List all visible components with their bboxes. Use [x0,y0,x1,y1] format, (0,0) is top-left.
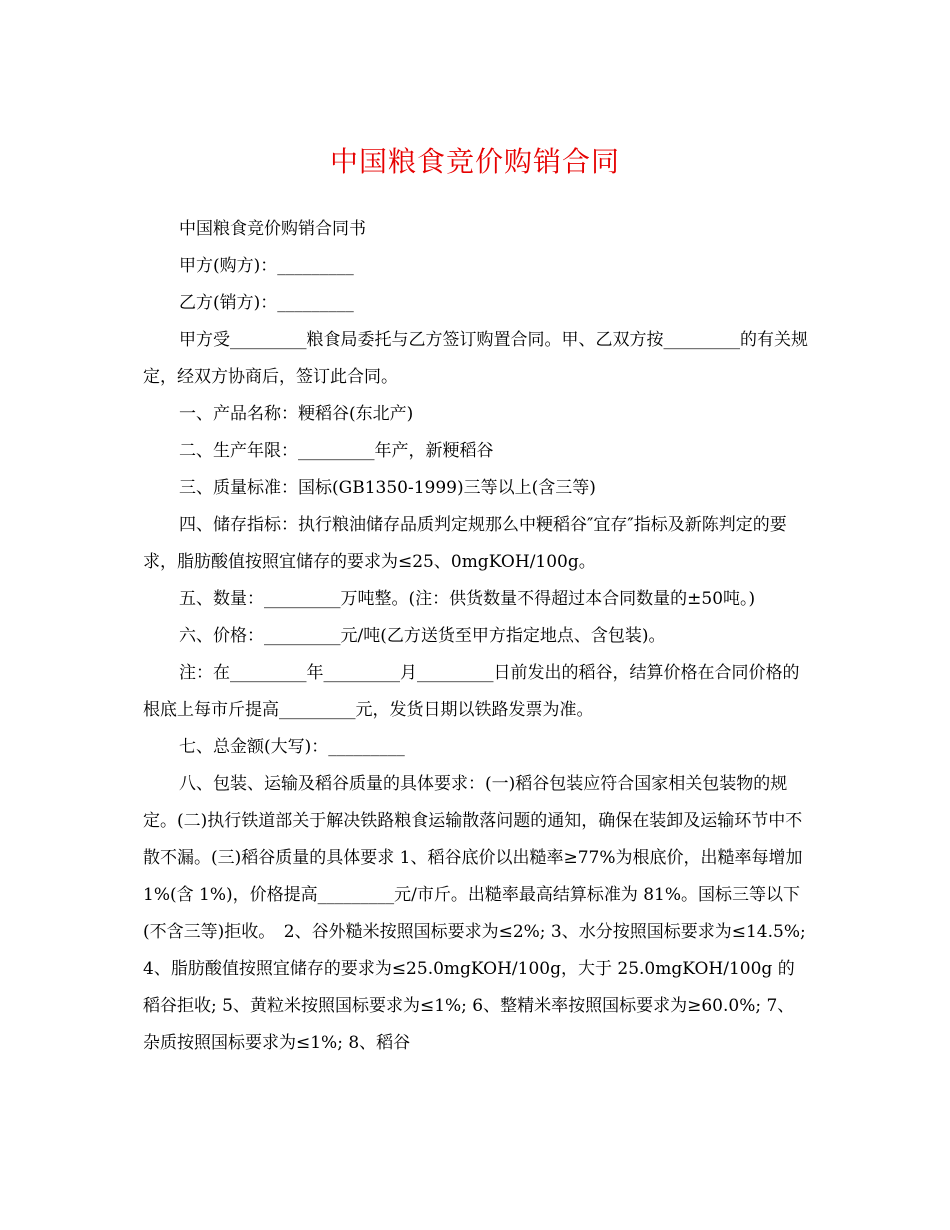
paragraph-party-a: 甲方(购方)：_________ [179,256,354,276]
paragraph-preamble: 甲方受_________粮食局委托与乙方签订购置合同。甲、乙双方按_________的有关规定，经双方协商后，签订此合同。 [143,330,808,387]
clause-packaging-transport: 八、包装、运输及稻谷质量的具体要求：(一)稻谷包装应符合国家相关包装物的规定。(二)执行铁道部关于解决铁路粮食运输散落问题的通知，确保在装卸及运输环节中不散不漏。(三)稻谷质量的具体要求 1、稻谷底价以出糙率≥77%为根底价，出糙率每增加 1%(含 1%)，价格提高_________元/市斤。出糙率最高结算标准为 81%。国标三等以下(不含三等)拒收。 2、谷外糙米按照国标要求为≤2%; 3、水分按照国标要求为≤14.5%; 4、脂肪酸值按照宜储存的要求为≤25.0mgKOH/100g，大于 25.0mgKOH/100g 的稻谷拒收; 5、黄粒米按照国标要求为≤1%; 6、整精米率按照国标要求为≥60.0%; 7、杂质按照国标要求为≤1%; 8、稻谷 [143,774,812,1053]
paragraph-contract-name: 中国粮食竞价购销合同书 [179,219,366,239]
clause-quantity: 五、数量：_________万吨整。(注：供货数量不得超过本合同数量的±50吨。) [179,589,756,609]
clause-product-name: 一、产品名称：粳稻谷(东北产) [179,404,414,424]
clause-price: 六、价格：_________元/吨(乙方送货至甲方指定地点、含包装)。 [179,626,666,646]
clause-production-year: 二、生产年限：_________年产，新粳稻谷 [179,441,494,461]
document-title: 中国粮食竞价购销合同 [329,145,620,178]
clause-storage-index: 四、储存指标：执行粮油储存品质判定规那么中粳稻谷″宜存″指标及新陈判定的要求，脂肪酸值按照宜储存的要求为≤25、0mgKOH/100g。 [143,515,787,572]
clause-price-note: 注：在_________年_________月_________日前发出的稻谷，结算价格在合同价格的根底上每市斤提高_________元，发货日期以铁路发票为准。 [143,663,800,720]
clause-quality-standard: 三、质量标准：国标(GB1350-1999)三等以上(含三等) [179,478,596,498]
paragraph-party-b: 乙方(销方)：_________ [179,293,354,313]
clause-total-amount: 七、总金额(大写)：_________ [179,737,405,757]
document-body [143,211,812,1062]
